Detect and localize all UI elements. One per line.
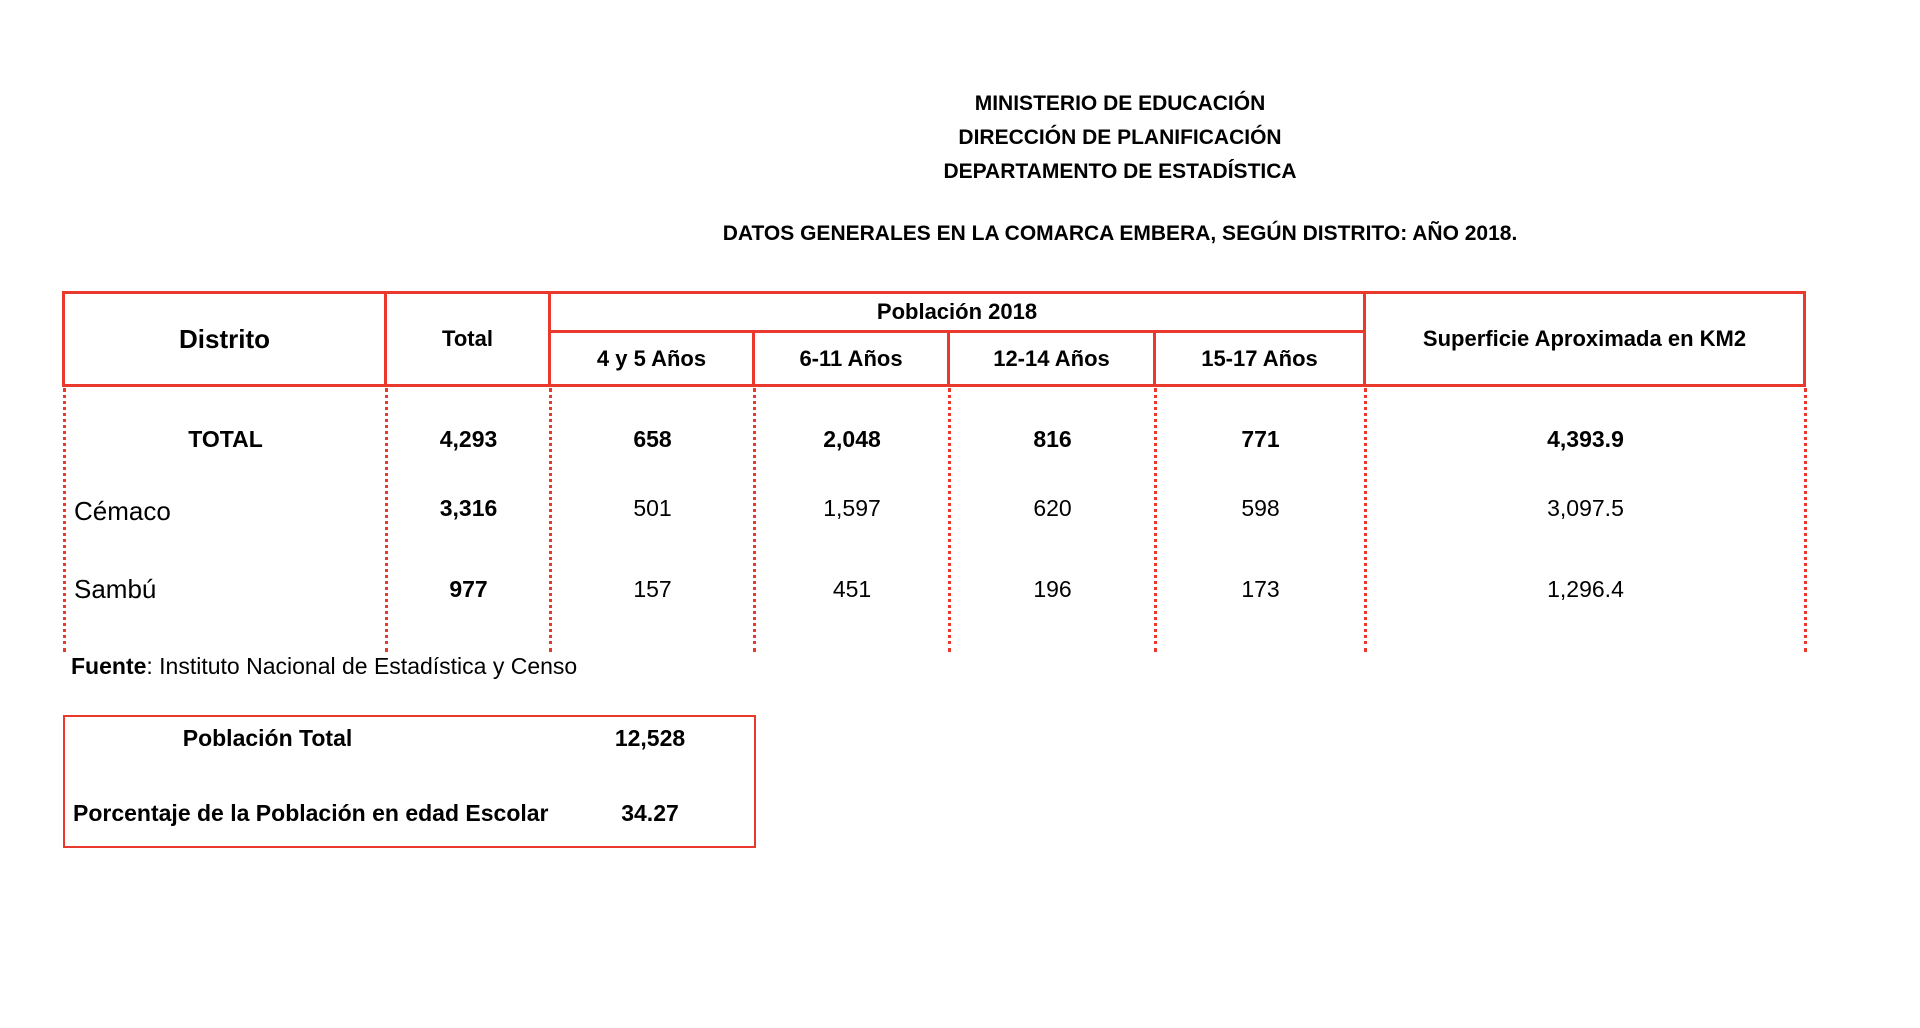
poblacion-total-label: Población Total — [182, 725, 353, 751]
cell-age-12-14: 620 — [1033, 494, 1072, 521]
cell-total: 977 — [449, 575, 488, 602]
summary-box — [63, 715, 756, 848]
header-age-12-14: 12-14 Años — [947, 330, 1156, 387]
cell-superficie: 4,393.9 — [1547, 425, 1624, 452]
cell-age-4-5: 501 — [633, 494, 672, 521]
header-distrito: Distrito — [62, 291, 387, 387]
source-label: Fuente — [71, 653, 147, 679]
column-divider — [1804, 388, 1807, 652]
cell-superficie: 3,097.5 — [1547, 494, 1624, 521]
header-age-6-11: 6-11 Años — [752, 330, 950, 387]
header-poblacion-group: Población 2018 — [548, 291, 1366, 333]
header-total: Total — [384, 291, 551, 387]
cell-age-6-11: 1,597 — [823, 494, 881, 521]
cell-age-15-17: 173 — [1241, 575, 1280, 602]
cell-age-4-5: 157 — [633, 575, 672, 602]
cell-distrito: Sambú — [74, 573, 157, 604]
source-text: : Instituto Nacional de Estadística y Censo — [146, 653, 578, 679]
cell-total: 3,316 — [439, 494, 498, 521]
department-heading: DEPARTAMENTO DE ESTADÍSTICA — [943, 160, 1297, 183]
header-age-4-5: 4 y 5 Años — [548, 330, 755, 387]
cell-superficie: 1,296.4 — [1547, 575, 1624, 602]
cell-distrito: Cémaco — [74, 495, 171, 526]
cell-total: 4,293 — [439, 425, 498, 452]
cell-age-6-11: 2,048 — [823, 425, 881, 452]
header-age-15-17: 15-17 Años — [1153, 330, 1366, 387]
cell-age-4-5: 658 — [633, 425, 672, 452]
poblacion-total-value: 12,528 — [614, 725, 686, 751]
cell-age-15-17: 598 — [1241, 494, 1280, 521]
cell-age-12-14: 816 — [1033, 425, 1072, 452]
porcentaje-label: Porcentaje de la Población en edad Escolar — [73, 800, 549, 826]
header-superficie: Superficie Aproximada en KM2 — [1363, 291, 1806, 387]
cell-age-6-11: 451 — [832, 575, 872, 602]
source-note — [71, 653, 577, 680]
cell-age-15-17: 771 — [1241, 425, 1280, 452]
report-title: DATOS GENERALES EN LA COMARCA EMBERA, SEGÚN DISTRITO: AÑO 2018. — [722, 222, 1518, 245]
porcentaje-value: 34.27 — [621, 800, 679, 826]
cell-distrito: TOTAL — [188, 425, 263, 452]
directorate-heading: DIRECCIÓN DE PLANIFICACIÓN — [958, 126, 1282, 149]
cell-age-12-14: 196 — [1033, 575, 1072, 602]
ministry-heading: MINISTERIO DE EDUCACIÓN — [974, 92, 1266, 115]
